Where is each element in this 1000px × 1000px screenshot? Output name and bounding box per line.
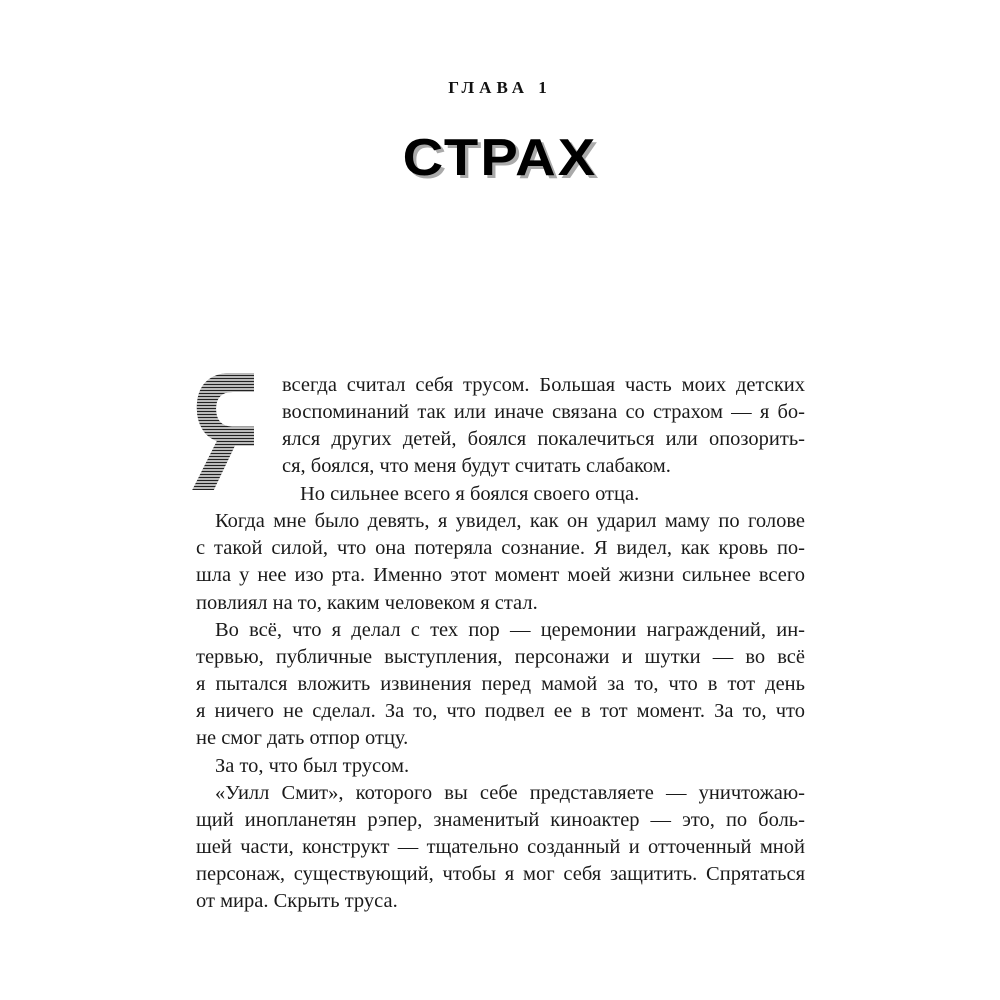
drop-cap: Я: [190, 337, 286, 527]
text-line: тервью, публичные выступления, персонажи и шутки — во всё: [196, 646, 805, 668]
text-line: не смог дать отпор отцу.: [196, 727, 409, 749]
text-line: я ничего не сделал. За то, что подвел ее в тот момент. За то, что: [196, 700, 805, 722]
text-line: шла у нее изо рта. Именно этот момент моей жизни сильнее всего: [196, 564, 805, 586]
text-line: персонаж, существующий, чтобы я мог себя защитить. Спрятаться: [196, 863, 805, 885]
text-line: За то, что был трусом.: [215, 755, 410, 777]
text-line: повлиял на то, каким человеком я стал.: [196, 592, 538, 614]
text-line: я пытался вложить извинения перед мамой за то, что в тот день: [196, 673, 805, 695]
text-line: с такой силой, что она потеряла сознание. Я видел, как кровь по-: [196, 537, 805, 559]
chapter-title: СТРАХ: [402, 129, 598, 187]
text-line: Но сильнее всего я боялся своего отца.: [300, 483, 640, 505]
chapter-label: ГЛАВА 1: [448, 78, 552, 97]
text-line: щий инопланетян рэпер, знаменитый киноактер — это, по боль-: [196, 809, 805, 831]
text-line: воспоминаний так или иначе связана со страхом — я бо-: [282, 401, 805, 423]
text-line: от мира. Скрыть труса.: [196, 890, 398, 912]
text-line: всегда считал себя трусом. Большая часть моих детских: [282, 374, 805, 396]
text-line: Во всё, что я делал с тех пор — церемонии награждений, ин-: [215, 619, 805, 641]
text-line: шей части, конструкт — тщательно созданный и отточенный мной: [196, 836, 805, 858]
text-line: «Уилл Смит», которого вы себе представляете — уничтожаю-: [215, 782, 805, 804]
text-line: ся, боялся, что меня будут считать слабаком.: [282, 455, 671, 477]
text-line: ялся других детей, боялся покалечиться или опозорить-: [282, 428, 805, 450]
text-line: Когда мне было девять, я увидел, как он ударил маму по голове: [215, 510, 805, 532]
